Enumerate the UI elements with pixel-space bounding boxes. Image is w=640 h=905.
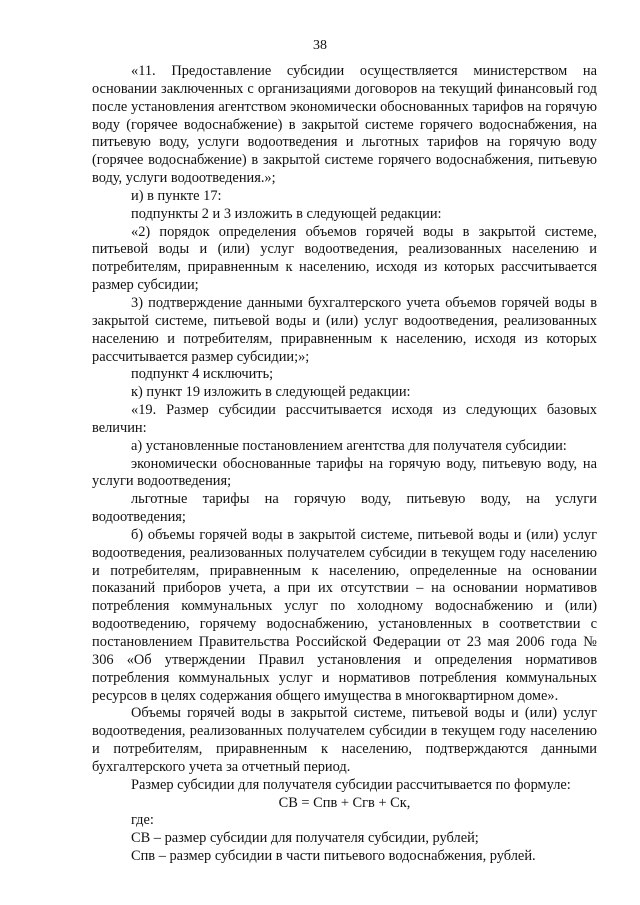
document-body <box>92 63 597 866</box>
paragraph-volumes: Объемы горячей воды в закрытой системе, питьевой воды и (или) услуг водоотведения, реализованных получателем субсидии в текущем году населению и потребителям, приравненным к населению, подтверждаются данными бухгалтерского учета за отчетный период. <box>92 705 597 775</box>
paragraph-item-i: и) в пункте 17: <box>131 187 222 204</box>
paragraph-subitem-3: 3) подтверждение данными бухгалтерского учета объемов горячей воды в закрытой системе, питьевой воды и (или) услуг водоотведения, реализованных населению и потребителям, приравненным к населению, исходя из которых рассчитывается размер субсидии;»; <box>92 294 597 365</box>
definition-sv: СВ – размер субсидии для получателя субсидии, рублей; <box>131 830 479 847</box>
definition-where: где: <box>131 812 154 829</box>
paragraph-19-a: а) установленные постановлением агентства для получателя субсидии: <box>131 437 567 454</box>
paragraph-subitem-4-removed: подпункт 4 исключить; <box>131 366 274 383</box>
paragraph-11: «11. Предоставление субсидии осуществляется министерством на основании заключенных с организациями договоров на текущий финансовый год после установления агентством экономически обоснованных тарифов на горячую воду (горячее водоснабжение) в закрытой системе горячего водоснабжения, на питьевую воду, услуги водоотведения и льготных тарифов на горячую воду (горячее водоснабжение) в закрытой системе горячего водоснабжения, питьевую воду, услуги водоотведения.»; <box>92 63 597 187</box>
paragraph-item-k: к) пункт 19 изложить в следующей редакции: <box>131 384 411 401</box>
definition-spv: Спв – размер субсидии в части питьевого водоснабжения, рублей. <box>131 848 536 865</box>
paragraph-19-a-tariffs: экономически обоснованные тарифы на горячую воду, питьевую воду, на услуги водоотведения; <box>92 455 597 490</box>
formula: СВ = Спв + Сгв + Ск, <box>278 794 411 811</box>
paragraph-formula-intro: Размер субсидии для получателя субсидии рассчитывается по формуле: <box>131 776 571 793</box>
paragraph-subitem-2: «2) порядок определения объемов горячей воды в закрытой системе, питьевой воды и (или) услуг водоотведения, реализованных населению и потребителям, приравненным к населению, исходя из которых рассчитывается размер субсидии; <box>92 223 597 294</box>
page-number: 38 <box>313 38 327 53</box>
paragraph-19-b: б) объемы горячей воды в закрытой системе, питьевой воды и (или) услуг водоотведения, реализованных получателем субсидии в текущем году населению и потребителям, приравненным к населению, определенные на основании показаний приборов учета, а при их отсутствии – на основании нормативов потребления коммунальных услуг по холодному водоснабжению и (или) водоотведению, горячему водоснабжению, установленных в соответствии с постановлением Правительства Российской Федерации от 23 мая 2006 года № 306 «Об утверждении Правил установления и определения нормативов потребления коммунальных услуг и нормативов потребления коммунальных ресурсов в целях содержания общего имущества в многоквартирном доме». <box>92 526 597 704</box>
paragraph-19: «19. Размер субсидии рассчитывается исходя из следующих базовых величин: <box>92 402 597 436</box>
paragraph-19-a-preferential: льготные тарифы на горячую воду, питьевую воду, на услуги водоотведения; <box>92 491 597 526</box>
paragraph-subitems-intro: подпункты 2 и 3 изложить в следующей редакции: <box>131 205 442 222</box>
